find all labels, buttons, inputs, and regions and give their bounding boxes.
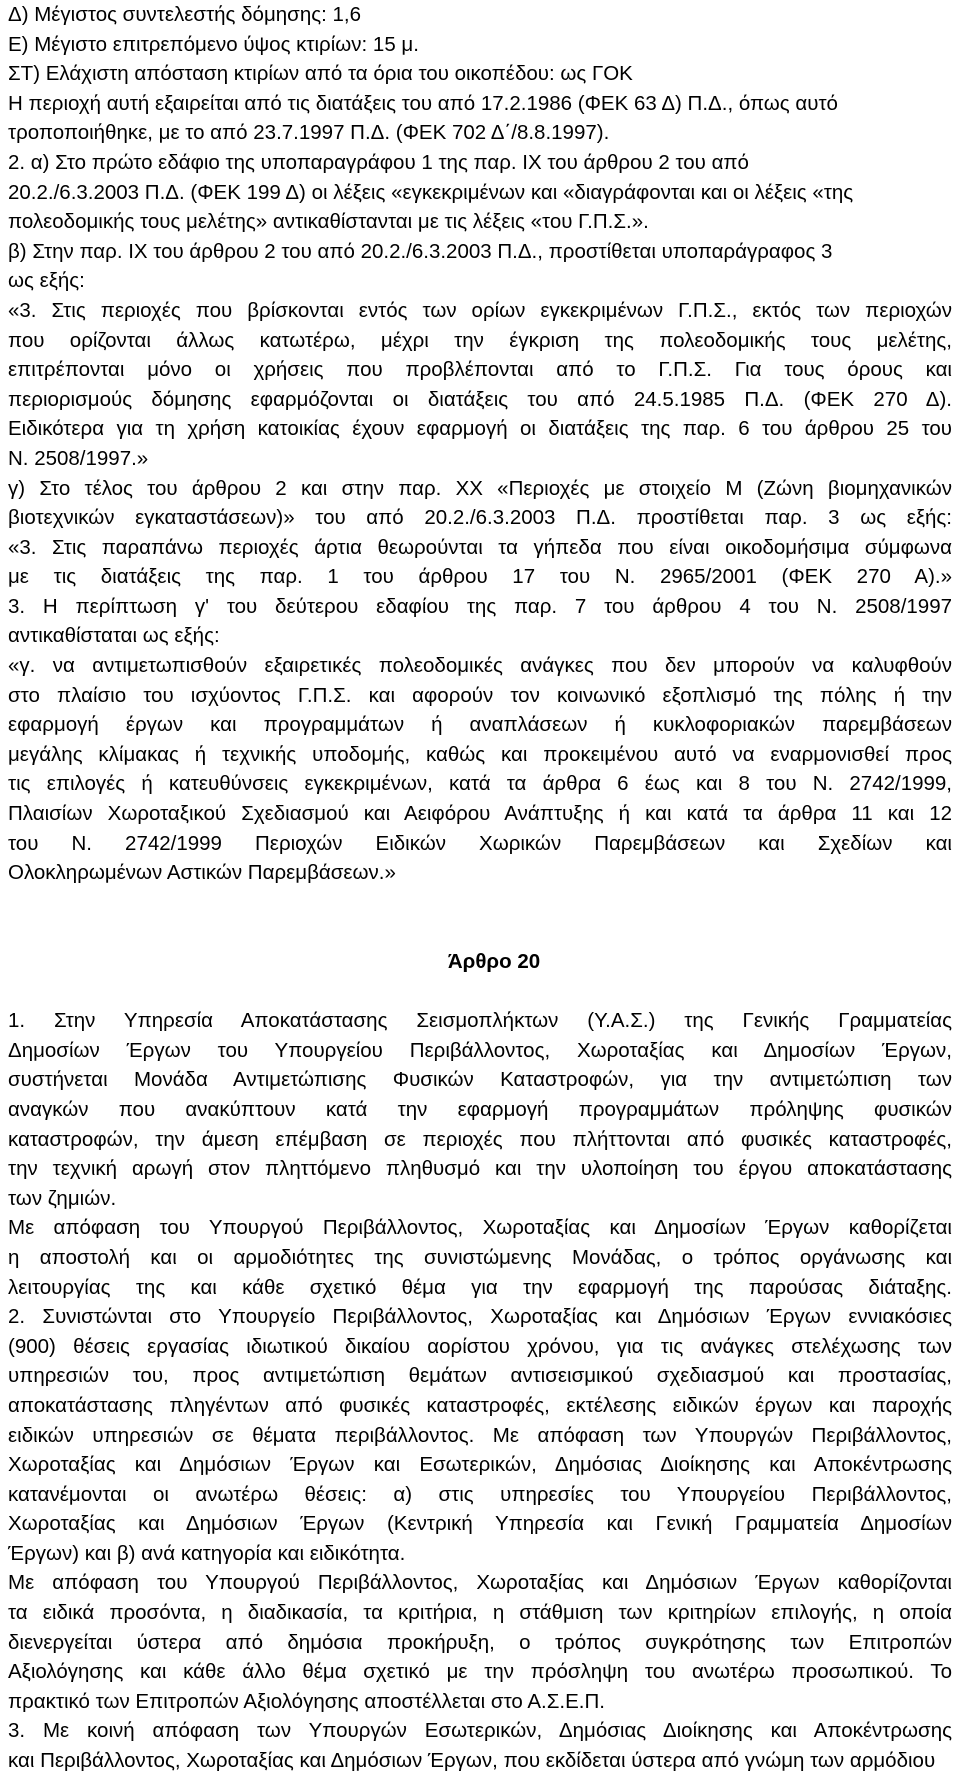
text-line: τροποποιήθηκε, με το από 23.7.1997 Π.Δ. (ΦΕΚ 702 Δ΄/8.8.1997). bbox=[8, 121, 610, 145]
text-line: «γ. να αντιμετωπισθούν εξαιρετικές πολεοδομικές ανάγκες που δεν μπορούν να καλυφθούν bbox=[8, 654, 952, 678]
text-line: του Ν. 2742/1999 Περιοχών Ειδικών Χωρικών Παρεμβάσεων και Σχεδίων και bbox=[8, 831, 952, 855]
text-line: καταστροφών, την άμεση επέμβαση σε περιοχές που πλήττονται από φυσικές καταστροφές, bbox=[8, 1127, 952, 1151]
text-line: τις επιλογές ή κατευθύνσεις εγκεκριμένων, κατά τα άρθρα 6 έως και 8 του Ν. 2742/1999, bbox=[8, 772, 952, 796]
text-line: Ε) Μέγιστο επιτρεπόμενο ύψος κτιρίων: 15 μ. bbox=[8, 32, 419, 56]
text-line: κατανέμονται οι ανωτέρω θέσεις: α) στις υπηρεσίες του Υπουργείου Περιβάλλοντος, bbox=[8, 1482, 952, 1506]
text-line: συστήνεται Μονάδα Αντιμετώπισης Φυσικών Καταστροφών, για την αντιμετώπιση των bbox=[8, 1068, 952, 1092]
text-line: στο πλαίσιο του ισχύοντος Γ.Π.Σ. και αφορούν τον κοινωνικό εξοπλισμό της πόλης ή την bbox=[8, 683, 952, 707]
text-line: ΣΤ) Ελάχιστη απόσταση κτιρίων από τα όρια του οικοπέδου: ως ΓΟΚ bbox=[8, 62, 633, 86]
text-line: που ορίζονται άλλως κατωτέρω, μέχρι την έγκριση της πολεοδομικής τους μελέτης, bbox=[8, 328, 952, 352]
text-line: αποκατάστασης πληγέντων από φυσικές καταστροφές, εκτέλεσης ειδικών έργων και παροχής bbox=[8, 1393, 952, 1417]
text-line: την τεχνική αρωγή στον πληττόμενο πληθυσμό και την υλοποίηση του έργου αποκατάστασης bbox=[8, 1157, 952, 1181]
text-line: διενεργείται ύστερα από δημόσια προκήρυξη, ο τρόπος συγκρότησης των Επιτροπών bbox=[8, 1630, 952, 1654]
paragraph-gap bbox=[8, 977, 952, 1007]
text-line: Με απόφαση του Υπουργού Περιβάλλοντος, Χωροταξίας και Δημόσιων Έργων καθορίζονται bbox=[8, 1571, 952, 1595]
text-line: αναγκών που ανακύπτουν κατά την εφαρμογή προγραμμάτων πρόληψης φυσικών bbox=[8, 1097, 952, 1121]
text-line: Ειδικότερα για τη χρήση κατοικίας έχουν εφαρμογή οι διατάξεις της παρ. 6 του άρθρου 25 του bbox=[8, 417, 952, 441]
text-line: 2. α) Στο πρώτο εδάφιο της υποπαραγράφου 1 της παρ. ΙΧ του άρθρου 2 του από bbox=[8, 150, 749, 174]
text-line: Χωροταξίας και Δημόσιων Έργων και Εσωτερικών, Δημόσιας Διοίκησης και Αποκέντρωσης bbox=[8, 1453, 952, 1477]
text-line: ειδικών υπηρεσιών σε θέματα περιβάλλοντος. Με απόφαση των Υπουργών Περιβάλλοντος, bbox=[8, 1423, 952, 1447]
text-line: Δημοσίων Έργων του Υπουργείου Περιβάλλοντος, Χωροταξίας και Δημοσίων Έργων, bbox=[8, 1038, 952, 1062]
text-line: με τις διατάξεις της παρ. 1 του άρθρου 17 του Ν. 2965/2001 (ΦΕΚ 270 Α).» bbox=[8, 565, 952, 589]
text-line: των ζημιών. bbox=[8, 1186, 117, 1210]
text-line: 2. Συνιστώνται στο Υπουργείο Περιβάλλοντος, Χωροταξίας και Δημόσιων Έργων εννιακόσιες bbox=[8, 1305, 952, 1329]
section-building-terms bbox=[8, 0, 952, 89]
text-line: Ολοκληρωμένων Αστικών Παρεμβάσεων.» bbox=[8, 861, 396, 885]
text-line: 3. Η περίπτωση γ' του δεύτερου εδαφίου της παρ. 7 του άρθρου 4 του Ν. 2508/1997 bbox=[8, 594, 952, 618]
article-heading-block bbox=[8, 888, 952, 977]
text-line: «3. Στις παραπάνω περιοχές άρτια θεωρούνται τα γήπεδα που είναι οικοδομήσιμα σύμφωνα bbox=[8, 535, 952, 559]
text-line: περιορισμούς δόμησης εφαρμόζονται οι διατάξεις του από 24.5.1985 Π.Δ. (ΦΕΚ 270 Δ). bbox=[8, 387, 952, 411]
text-line: γ) Στο τέλος του άρθρου 2 και στην παρ. ΧΧ «Περιοχές με στοιχείο Μ (Ζώνη βιομηχανικών bbox=[8, 476, 952, 500]
article-heading: Άρθρο 20 bbox=[447, 950, 541, 973]
text-line: εφαρμογή έργων και προγραμμάτων ή αναπλάσεων ή κυκλοφοριακών παρεμβάσεων bbox=[8, 713, 952, 737]
text-line: β) Στην παρ. ΙΧ του άρθρου 2 του από 20.2./6.3.2003 Π.Δ., προστίθεται υποπαράγραφος 3 bbox=[8, 239, 833, 263]
text-line: Αξιολόγησης και κάθε άλλο θέμα σχετικό με την πρόσληψη του ανωτέρω προσωπικού. Το bbox=[8, 1660, 952, 1684]
text-line: 3. Με κοινή απόφαση των Υπουργών Εσωτερικών, Δημόσιας Διοίκησης και Αποκέντρωσης bbox=[8, 1719, 952, 1743]
text-line: Ν. 2508/1997.» bbox=[8, 446, 149, 470]
article-20-body bbox=[8, 1006, 952, 1775]
text-line: Χωροταξίας και Δημόσιων Έργων (Κεντρική Υπηρεσία και Γενική Γραμματεία Δημοσίων bbox=[8, 1512, 952, 1536]
text-line: (900) θέσεις εργασίας ιδιωτικού δικαίου αορίστου χρόνου, για τις ανάγκες στελέχωσης των bbox=[8, 1334, 952, 1358]
section-amendments bbox=[8, 89, 952, 888]
text-line: και Περιβάλλοντος, Χωροταξίας και Δημόσιων Έργων, που εκδίδεται ύστερα από γνώμη των αρμόδιου bbox=[8, 1749, 936, 1773]
text-line: 1. Στην Υπηρεσία Αποκατάστασης Σεισμοπλήκτων (Υ.Α.Σ.) της Γενικής Γραμματείας bbox=[8, 1009, 952, 1033]
text-line: Έργων) και β) ανά κατηγορία και ειδικότητα. bbox=[8, 1541, 406, 1565]
text-line: αντικαθίσταται ως εξής: bbox=[8, 624, 220, 648]
text-line: επιτρέπονται μόνο οι χρήσεις που προβλέπονται από το Γ.Π.Σ. Για τους όρους και bbox=[8, 358, 952, 382]
text-line: λειτουργίας της και κάθε σχετικό θέμα για την εφαρμογή της παρούσας διάταξης. bbox=[8, 1275, 952, 1299]
text-line: 20.2./6.3.2003 Π.Δ. (ΦΕΚ 199 Δ) οι λέξεις «εγκεκριμένων και «διαγράφονται και οι λέξεις «της bbox=[8, 180, 854, 204]
text-line: Δ) Μέγιστος συντελεστής δόμησης: 1,6 bbox=[8, 3, 361, 26]
text-line: Με απόφαση του Υπουργού Περιβάλλοντος, Χωροταξίας και Δημοσίων Έργων καθορίζεται bbox=[8, 1216, 952, 1240]
text-line: πολεοδομικής τους μελέτης» αντικαθίστανται με τις λέξεις «του Γ.Π.Σ.». bbox=[8, 210, 649, 234]
text-line: ως εξής: bbox=[8, 269, 85, 293]
text-line: Η περιοχή αυτή εξαιρείται από τις διατάξεις του από 17.2.1986 (ΦΕΚ 63 Δ) Π.Δ., όπως αυτό bbox=[8, 91, 838, 115]
text-line: Πλαισίων Χωροταξικού Σχεδιασμού και Αειφόρου Ανάπτυξης ή και κατά τα άρθρα 11 και 12 bbox=[8, 802, 952, 826]
text-line: βιοτεχνικών εγκαταστάσεων)» του από 20.2./6.3.2003 Π.Δ. προστίθεται παρ. 3 ως εξής: bbox=[8, 506, 952, 530]
text-line: μεγάλης κλίμακας ή τεχνικής υποδομής, καθώς και προκειμένου αυτό να εναρμονισθεί προς bbox=[8, 742, 952, 766]
text-line: «3. Στις περιοχές που βρίσκονται εντός των ορίων εγκεκριμένων Γ.Π.Σ., εκτός των περιοχών bbox=[8, 298, 952, 322]
text-line: πρακτικό των Επιτροπών Αξιολόγησης αποστέλλεται στο Α.Σ.Ε.Π. bbox=[8, 1689, 605, 1713]
text-line: υπηρεσιών του, προς αντιμετώπιση θεμάτων αντισεισμικού σχεδιασμού και προστασίας, bbox=[8, 1364, 952, 1388]
text-line: τα ειδικά προσόντα, η διαδικασία, τα κριτήρια, η στάθμιση των κριτηρίων επιλογής, η οποία bbox=[8, 1601, 952, 1625]
text-line: η αποστολή και οι αρμοδιότητες της συνιστώμενης Μονάδας, ο τρόπος οργάνωσης και bbox=[8, 1245, 952, 1269]
